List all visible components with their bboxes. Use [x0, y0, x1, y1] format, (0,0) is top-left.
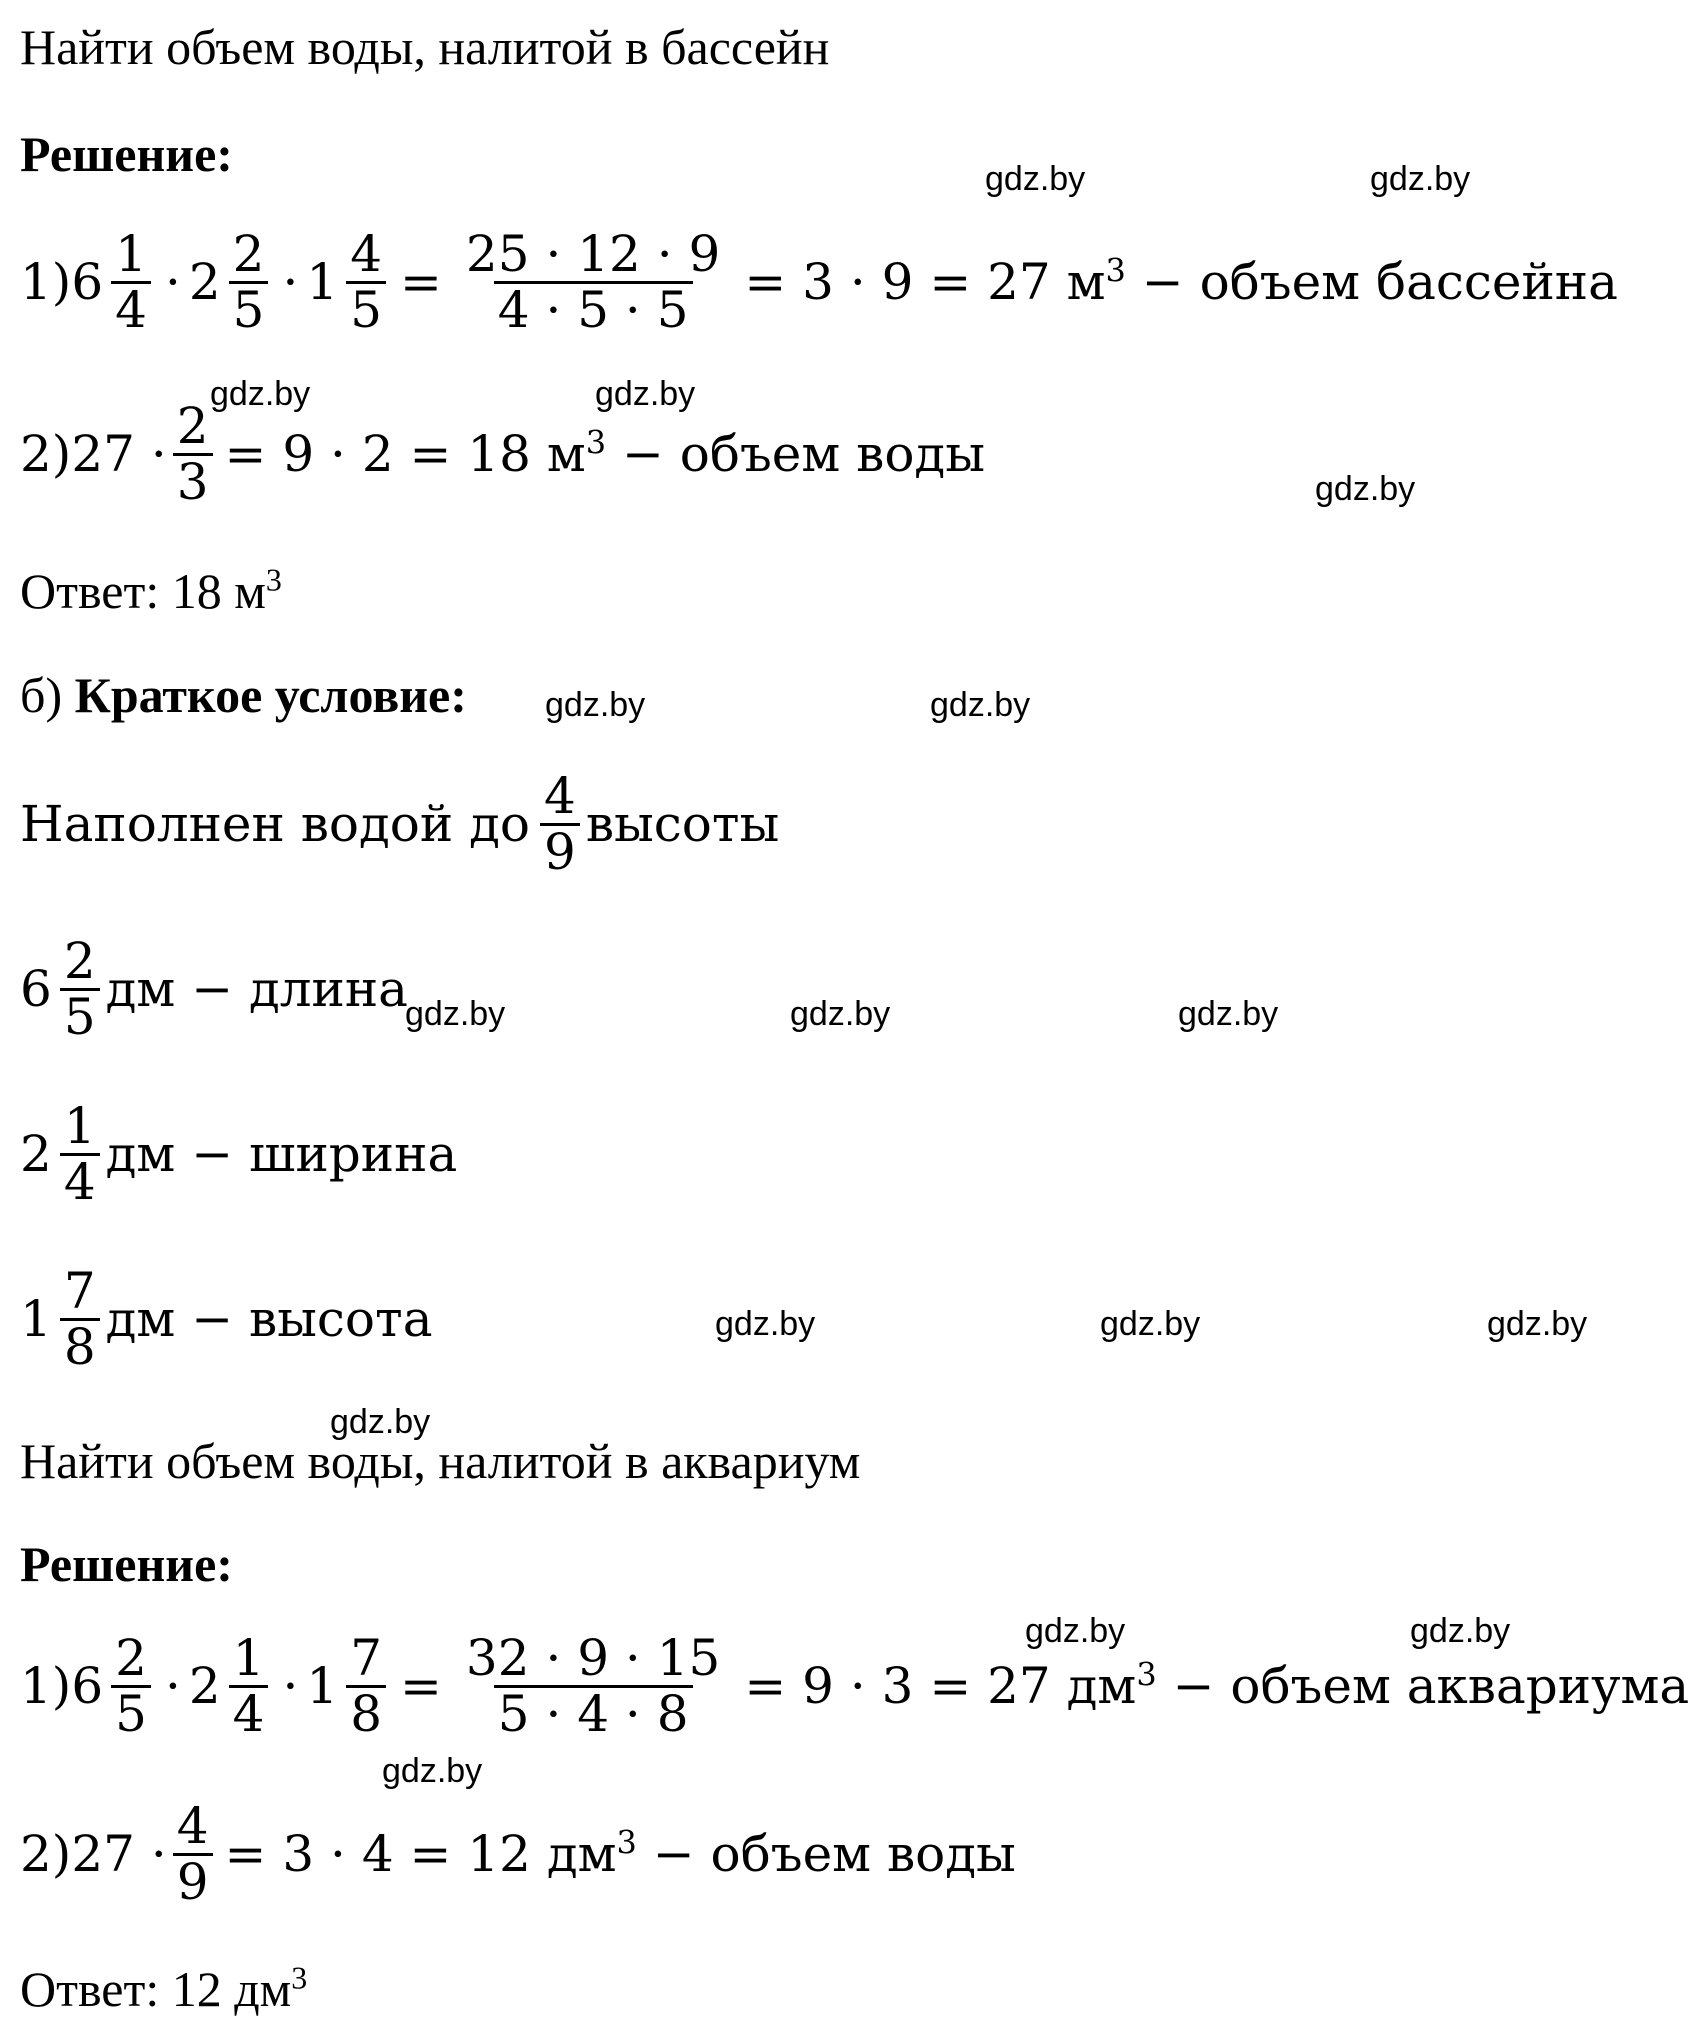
- numerator: 2: [63, 932, 96, 990]
- denominator: 5: [229, 281, 269, 337]
- answer-text: Ответ: 18 м: [20, 563, 266, 619]
- watermark: gdz.by: [1025, 1612, 1126, 1650]
- result-desc: − объем бассейна: [1125, 253, 1618, 311]
- watermark: gdz.by: [1315, 470, 1416, 508]
- watermark: gdz.by: [790, 995, 891, 1033]
- multiply-sign: ·: [164, 253, 181, 311]
- fraction: [60, 1097, 100, 1211]
- equation-pool-volume: [20, 225, 1618, 339]
- watermark: gdz.by: [930, 686, 1031, 724]
- condition-width: [20, 1097, 458, 1211]
- result-desc: − объем воды: [636, 1825, 1016, 1883]
- denominator: 4: [229, 1685, 269, 1741]
- width-text: дм − ширина: [105, 1125, 458, 1183]
- result-desc: − объем воды: [606, 425, 985, 483]
- numerator: 2: [176, 397, 209, 455]
- mixed-whole: 6: [71, 1657, 104, 1715]
- task-find-aquarium: Найти объем воды, налитой в аквариум: [20, 1433, 861, 1489]
- equals-sign: =: [400, 1657, 442, 1715]
- cube-sup: 3: [1105, 251, 1126, 290]
- denominator: 8: [346, 1685, 386, 1741]
- fraction: [229, 1629, 269, 1743]
- solution-heading-1: Решение:: [20, 126, 233, 182]
- cube-sup: 3: [585, 423, 607, 462]
- denominator: 4: [111, 281, 151, 337]
- numerator: 7: [63, 1262, 96, 1320]
- mixed-whole: 1: [306, 1657, 339, 1715]
- result-text: = 9 · 3 = 27 дм: [744, 1657, 1137, 1715]
- condition-filled: [20, 767, 780, 881]
- multiply-sign: ·: [164, 1657, 181, 1715]
- multiply-sign: ·: [282, 1657, 299, 1715]
- height-text: дм − высота: [105, 1290, 433, 1348]
- mixed-whole: 2: [188, 1657, 221, 1715]
- watermark: gdz.by: [595, 375, 696, 413]
- length-text: дм − длина: [105, 960, 408, 1018]
- denominator: 9: [540, 823, 580, 879]
- watermark: gdz.by: [1410, 1612, 1511, 1650]
- watermark: gdz.by: [985, 160, 1086, 198]
- eq-prefix: 1): [20, 1657, 72, 1715]
- cube-sup: 3: [1136, 1655, 1157, 1694]
- fraction: [111, 225, 151, 339]
- eq-prefix: 1): [20, 253, 72, 311]
- result: [225, 1825, 1016, 1883]
- watermark: gdz.by: [545, 686, 646, 724]
- answer-1: [20, 562, 282, 620]
- mixed-whole: 2: [188, 253, 221, 311]
- numerator: 32 · 9 · 15: [465, 1629, 721, 1687]
- numerator: 4: [544, 767, 576, 825]
- watermark: gdz.by: [210, 375, 311, 413]
- watermark: gdz.by: [1370, 160, 1471, 198]
- numerator: 2: [115, 1629, 147, 1687]
- numerator: 4: [176, 1797, 209, 1855]
- denominator: 8: [60, 1318, 100, 1374]
- result: [744, 1657, 1689, 1715]
- watermark: gdz.by: [715, 1305, 816, 1343]
- numerator: 1: [115, 225, 147, 283]
- big-fraction: [462, 1629, 724, 1743]
- watermark: gdz.by: [1100, 1305, 1201, 1343]
- cube-sup: 3: [291, 1959, 308, 1996]
- denominator: 9: [173, 1853, 213, 1909]
- answer-text: Ответ: 12 дм: [20, 1961, 292, 2017]
- equals-sign: =: [400, 253, 442, 311]
- fraction: [540, 767, 580, 881]
- eq-prefix: 2)27 ·: [20, 1825, 167, 1883]
- fraction: [346, 1629, 386, 1743]
- condition-height: [20, 1262, 433, 1376]
- watermark: gdz.by: [382, 1752, 483, 1790]
- result-text: = 3 · 4 = 12 дм: [224, 1825, 617, 1883]
- mixed-whole: 6: [20, 960, 52, 1018]
- answer-2: [20, 1960, 307, 2018]
- big-fraction: [462, 225, 724, 339]
- watermark: gdz.by: [405, 995, 506, 1033]
- cube-sup: 3: [616, 1823, 637, 1862]
- denominator: 4 · 5 · 5: [494, 281, 693, 337]
- filled-text: Наполнен водой до: [20, 795, 530, 853]
- equation-aquarium-water: [20, 1797, 1016, 1911]
- numerator: 1: [63, 1097, 96, 1155]
- result-text: = 9 · 2 = 18 м: [224, 425, 586, 483]
- part-b-heading: [20, 666, 467, 724]
- mixed-whole: 2: [20, 1125, 52, 1183]
- mixed-whole: 1: [306, 253, 339, 311]
- denominator: 5: [60, 988, 100, 1044]
- watermark: gdz.by: [1487, 1305, 1588, 1343]
- condition-length: [20, 932, 408, 1046]
- numerator: 25 · 12 · 9: [465, 225, 721, 283]
- fraction: [346, 225, 386, 339]
- fraction: [111, 1629, 151, 1743]
- denominator: 5 · 4 · 8: [494, 1685, 693, 1741]
- numerator: 1: [232, 1629, 265, 1687]
- watermark: gdz.by: [1178, 995, 1279, 1033]
- solution-heading-2: Решение:: [20, 1536, 233, 1592]
- result: [225, 425, 985, 483]
- mixed-whole: 6: [71, 253, 104, 311]
- eq-prefix: 2)27 ·: [20, 425, 167, 483]
- multiply-sign: ·: [282, 253, 299, 311]
- result-desc: − объем аквариума: [1156, 1657, 1690, 1715]
- fraction: [60, 1262, 100, 1376]
- denominator: 3: [173, 453, 213, 509]
- part-b-title: Краткое условие:: [74, 667, 467, 723]
- denominator: 4: [60, 1153, 100, 1209]
- denominator: 5: [346, 281, 386, 337]
- part-b-prefix: б): [20, 667, 75, 723]
- equation-water-volume: [20, 397, 985, 511]
- fraction: [60, 932, 100, 1046]
- numerator: 7: [350, 1629, 383, 1687]
- task-find-pool: Найти объем воды, налитой в бассейн: [20, 19, 830, 75]
- mixed-whole: 1: [20, 1290, 52, 1348]
- numerator: 2: [232, 225, 265, 283]
- fraction: [229, 225, 269, 339]
- fraction: [173, 397, 213, 511]
- result: [744, 253, 1618, 311]
- filled-suffix: высоты: [585, 795, 780, 853]
- denominator: 5: [111, 1685, 151, 1741]
- watermark: gdz.by: [330, 1403, 431, 1441]
- cube-sup: 3: [265, 561, 282, 598]
- result-text: = 3 · 9 = 27 м: [744, 253, 1106, 311]
- fraction: [173, 1797, 213, 1911]
- numerator: 4: [350, 225, 383, 283]
